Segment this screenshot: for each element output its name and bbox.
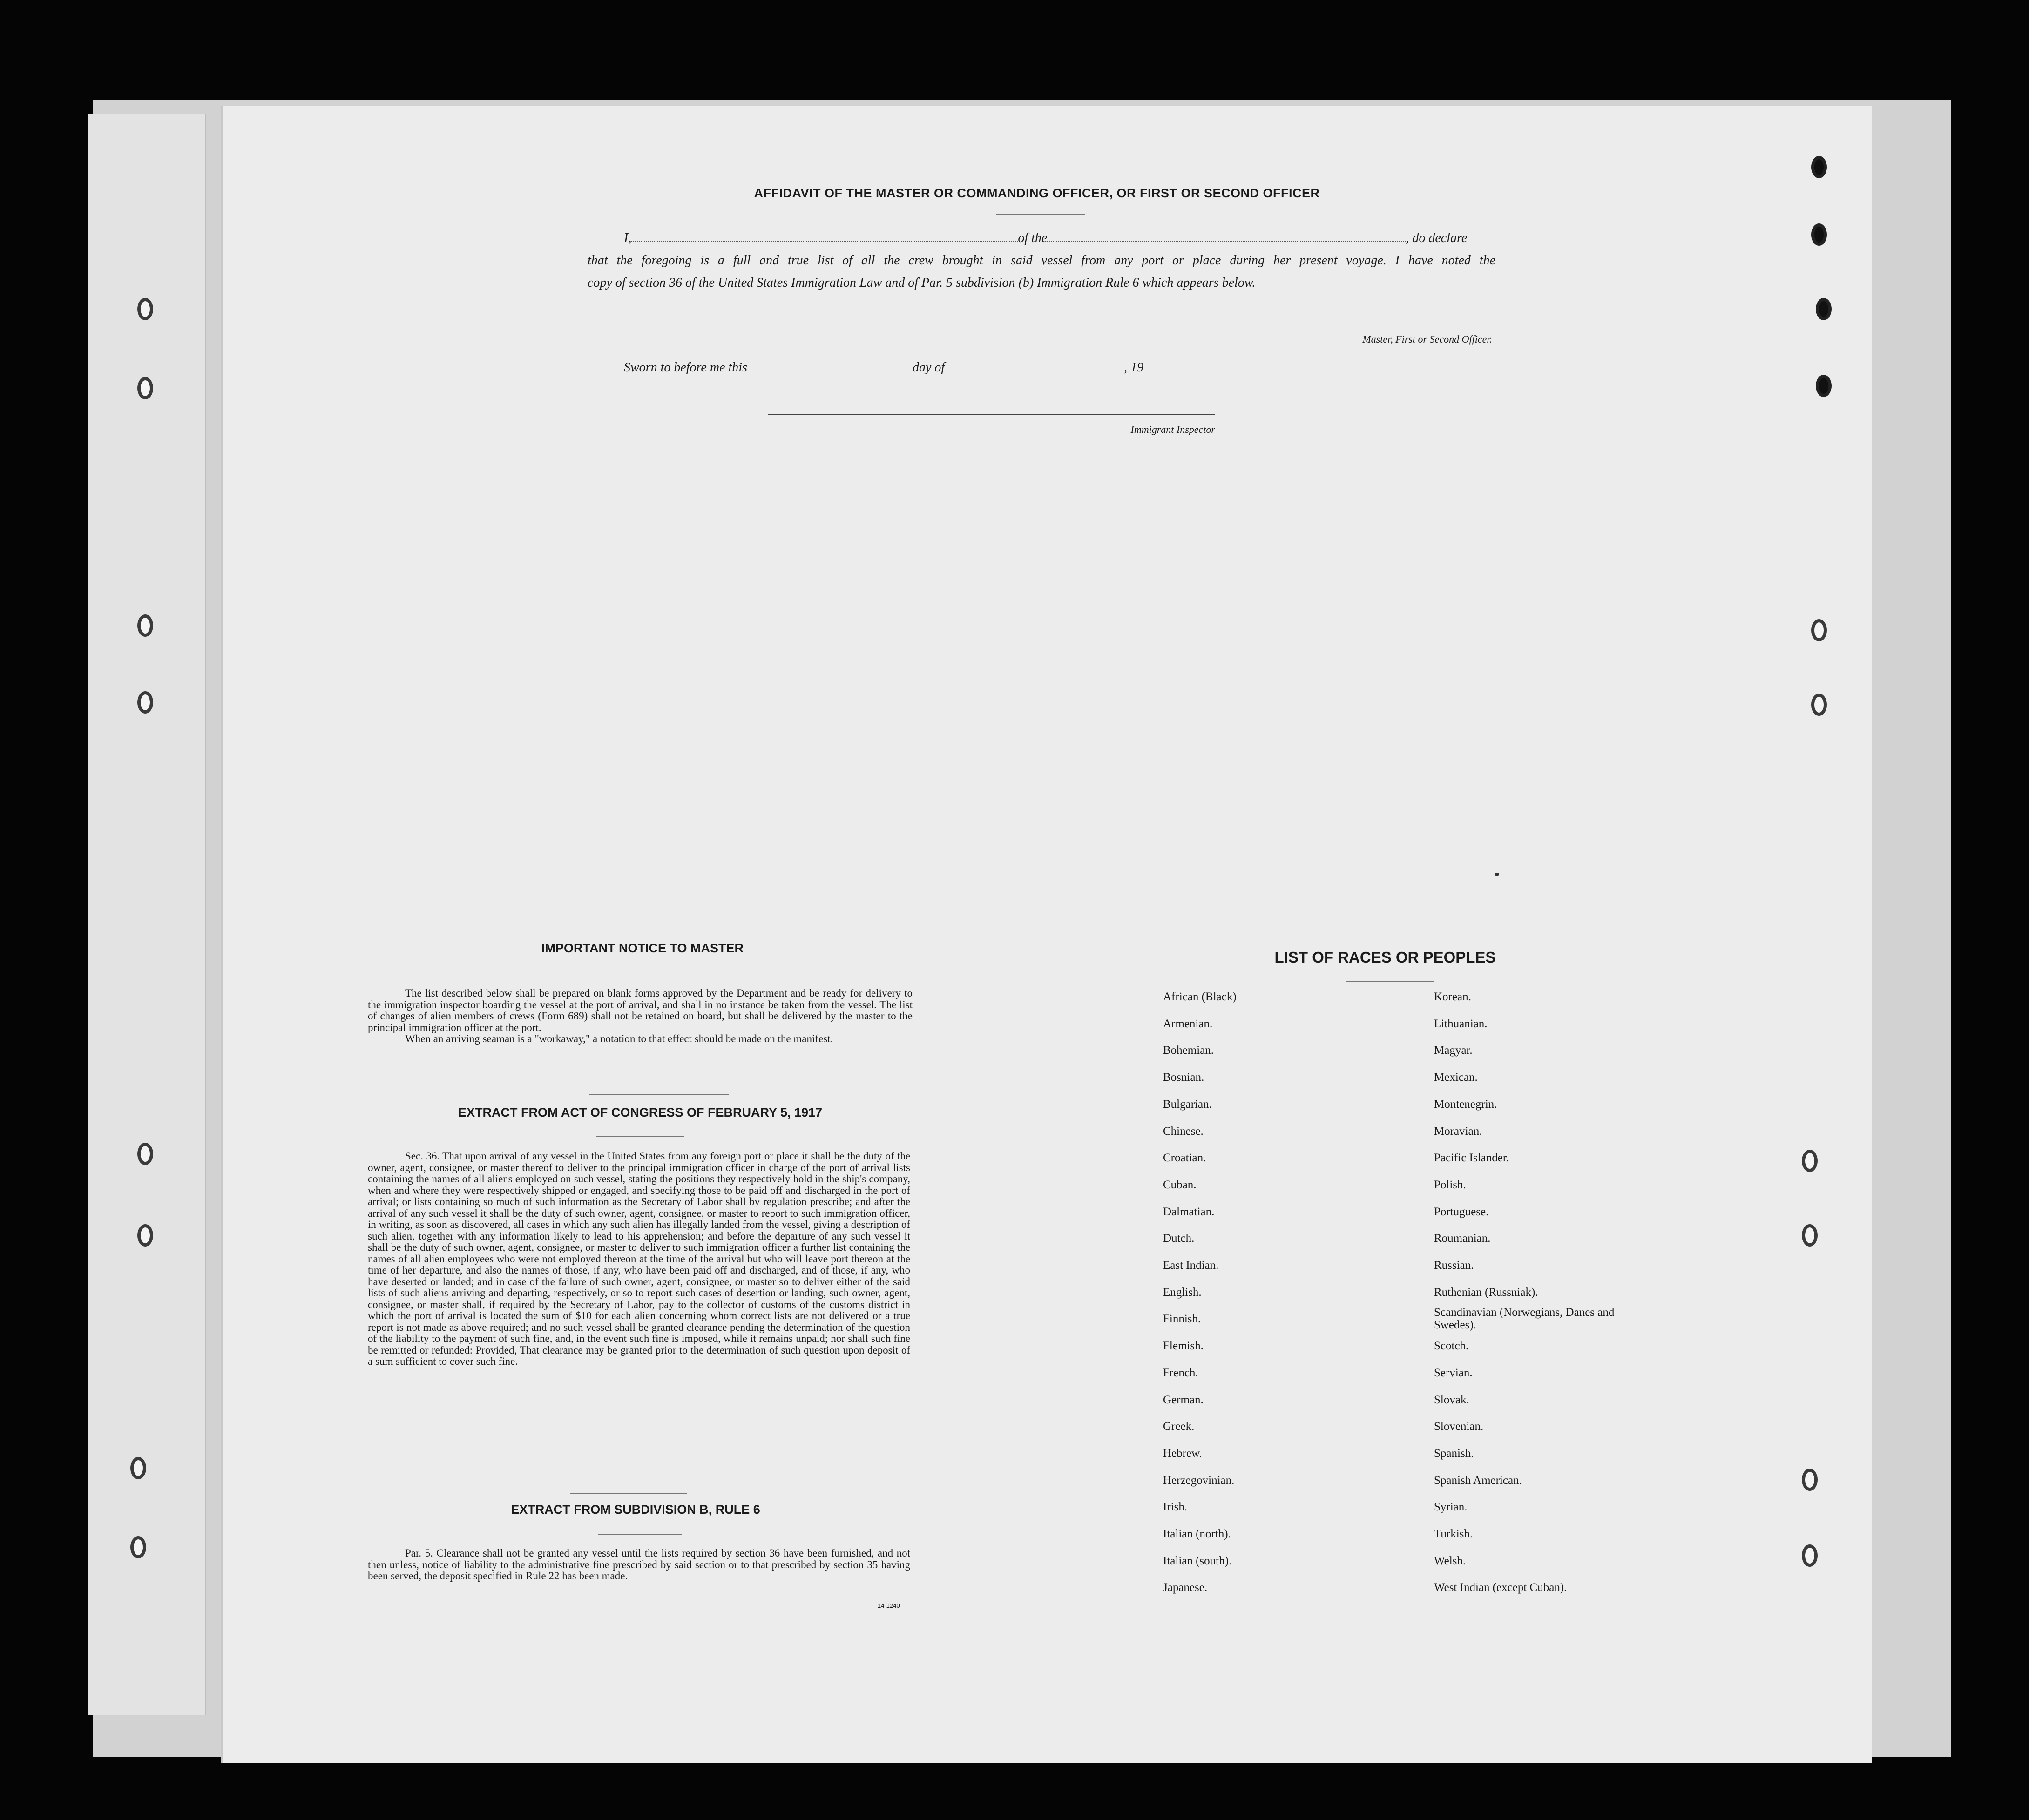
race-item: Bohemian. bbox=[1163, 1044, 1214, 1057]
punch-hole bbox=[1802, 1150, 1818, 1172]
underlying-sheet-edge bbox=[88, 114, 206, 1715]
name-blank[interactable] bbox=[631, 227, 1018, 242]
race-item: Irish. bbox=[1163, 1501, 1188, 1514]
race-item: Roumanian. bbox=[1434, 1232, 1491, 1245]
race-item: Scotch. bbox=[1434, 1340, 1469, 1353]
act-extract-title: EXTRACT FROM ACT OF CONGRESS OF FEBRUARY 5, 1917 bbox=[458, 1105, 823, 1119]
race-item: Italian (north). bbox=[1163, 1528, 1231, 1540]
race-item: Dalmatian. bbox=[1163, 1205, 1215, 1218]
race-item: Croatian. bbox=[1163, 1152, 1206, 1165]
race-item: Montenegrin. bbox=[1434, 1098, 1497, 1111]
punch-hole bbox=[1811, 156, 1827, 178]
race-item: Spanish American. bbox=[1434, 1474, 1522, 1487]
punch-hole bbox=[137, 1143, 153, 1165]
race-item: Turkish. bbox=[1434, 1528, 1473, 1540]
race-item: Armenian. bbox=[1163, 1017, 1213, 1030]
punch-hole bbox=[130, 1457, 146, 1479]
act-extract-text: Sec. 36. That upon arrival of any vessel in the United States from any foreign port or place it shall be the duty of the owner, agent, consignee, or master thereof to deliver to the principal immigration officer in charge of the port of arrival lists containing the names of all aliens employed on such vessel, stating the positions they respectively hold in the ship's company, when and where they were respectively shipped or engaged, and specifying those to be paid off and discharged in the port of arrival; or lists containing so much of such information as the Secretary of Labor shall by regulation prescribe; and after the arrival of any such vessel it shall be the duty of such owner, agent, consignee, or master to report to such immigration officer, in writing, as soon as discovered, all cases in which any such alien has illegally landed from the vessel, giving a description of such alien, together with any information likely to lead to his apprehension; and before the departure of any such vessel it shall be the duty of such owner, agent, consignee, or master to deliver to such immigration officer a further list containing the names of all alien employees who were not employed thereon at the time of the arrival but who will leave port thereon at the time of her departure, and also the names of those, if any, who have been paid off and discharged, and of those, if any, who have deserted or landed; and in case of the failure of such owner, agent, consignee, or master so to deliver either of the said lists of such aliens arriving and departing, respectively, or so to report such cases of desertion or landing, such owner, agent, consignee, or master shall, if required by the Secretary of Labor, pay to the collector of customs of the customs district in which the port of arrival is located the sum of $10 for each alien concerning whom correct lists are not delivered or a true report is not made as above required; and no such vessel shall be granted clearance pending the determination of the question of the liability to the payment of such fine, and, in the event such fine is imposed, while it remains unpaid; nor shall such fine be remitted or refunded: Provided, That clearance may be granted prior to the determination of such question upon deposit of a sum sufficient to cover such fine. bbox=[368, 1150, 910, 1367]
race-item: Pacific Islander. bbox=[1434, 1152, 1509, 1165]
affidavit-title: AFFIDAVIT OF THE MASTER OR COMMANDING OFFICER, OR FIRST OR SECOND OFFICER bbox=[754, 186, 1320, 200]
punch-hole bbox=[1816, 298, 1832, 320]
affidavit-line-2: that the foregoing is a full and true list of all the crew brought in said vessel from any port or place during her present voyage. I have noted the bbox=[588, 253, 1495, 268]
race-item: Spanish. bbox=[1434, 1447, 1474, 1460]
race-item: Russian. bbox=[1434, 1259, 1474, 1272]
master-caption: Master, First or Second Officer. bbox=[1362, 333, 1492, 345]
race-item: Korean. bbox=[1434, 991, 1471, 1003]
race-item: Flemish. bbox=[1163, 1340, 1204, 1353]
race-item: Welsh. bbox=[1434, 1554, 1466, 1567]
inspector-signature-line[interactable] bbox=[768, 414, 1215, 415]
punch-hole bbox=[1811, 694, 1827, 716]
divider bbox=[570, 1493, 687, 1494]
race-item: Scandinavian (Norwegians, Danes and Swedes). bbox=[1434, 1306, 1615, 1332]
divider bbox=[598, 1534, 682, 1535]
race-item: African (Black) bbox=[1163, 991, 1237, 1003]
vessel-blank[interactable] bbox=[1047, 227, 1406, 242]
race-item: Portuguese. bbox=[1434, 1205, 1489, 1218]
race-item: Herzegovinian. bbox=[1163, 1474, 1235, 1487]
race-item: East Indian. bbox=[1163, 1259, 1219, 1272]
sworn-line: Sworn to before me this day of , 19 bbox=[624, 357, 1183, 379]
inspector-caption: Immigrant Inspector bbox=[1130, 424, 1215, 435]
race-item: French. bbox=[1163, 1366, 1198, 1379]
punch-hole bbox=[137, 1224, 153, 1247]
race-item: Mexican. bbox=[1434, 1071, 1478, 1084]
race-item: German. bbox=[1163, 1393, 1204, 1406]
race-item: Hebrew. bbox=[1163, 1447, 1202, 1460]
sworn-month-blank[interactable] bbox=[945, 357, 1124, 371]
punch-hole bbox=[137, 298, 153, 320]
punch-hole bbox=[1802, 1544, 1818, 1567]
punch-hole bbox=[137, 691, 153, 714]
race-item: Cuban. bbox=[1163, 1178, 1197, 1191]
notice-text: The list described below shall be prepared on blank forms approved by the Department and be ready for delivery to the immigration inspector boarding the vessel at the port of arrival, and shall in no instance be taken from the vessel. The list of changes of alien members of crews (Form 689) shall not be retained on board, but shall be delivered by the master to the principal immigration officer at the port. When an arriving seaman is a "workaway," a notation to that effect should be made on the manifest. bbox=[368, 987, 913, 1045]
race-item: Finnish. bbox=[1163, 1313, 1201, 1326]
race-item: Dutch. bbox=[1163, 1232, 1195, 1245]
punch-hole bbox=[1811, 223, 1827, 246]
divider bbox=[1346, 981, 1434, 982]
race-item: Slovenian. bbox=[1434, 1420, 1484, 1433]
race-item: Magyar. bbox=[1434, 1044, 1473, 1057]
race-item: Japanese. bbox=[1163, 1581, 1208, 1594]
punch-hole bbox=[1802, 1469, 1818, 1491]
sworn-day-blank[interactable] bbox=[747, 357, 913, 371]
punch-hole bbox=[130, 1536, 146, 1558]
race-item: Greek. bbox=[1163, 1420, 1195, 1433]
notice-title: IMPORTANT NOTICE TO MASTER bbox=[541, 941, 744, 955]
punch-hole bbox=[1816, 375, 1832, 397]
race-item: Bulgarian. bbox=[1163, 1098, 1212, 1111]
race-item: Bosnian. bbox=[1163, 1071, 1204, 1084]
punch-hole bbox=[1802, 1224, 1818, 1247]
race-item: English. bbox=[1163, 1286, 1202, 1299]
punch-hole bbox=[1811, 619, 1827, 641]
affidavit-line-3: copy of section 36 of the United States Immigration Law and of Par. 5 subdivision (b) Immigration Rule 6 which appears below. bbox=[588, 276, 1256, 290]
race-item: West Indian (except Cuban). bbox=[1434, 1581, 1567, 1594]
rule-extract-title: EXTRACT FROM SUBDIVISION B, RULE 6 bbox=[511, 1503, 760, 1517]
race-item: Moravian. bbox=[1434, 1125, 1482, 1138]
form-code: 14-1240 bbox=[878, 1602, 900, 1609]
race-item: Polish. bbox=[1434, 1178, 1466, 1191]
punch-hole bbox=[137, 614, 153, 637]
punch-hole bbox=[137, 377, 153, 399]
divider bbox=[996, 214, 1085, 215]
race-item: Italian (south). bbox=[1163, 1554, 1232, 1567]
race-item: Ruthenian (Russniak). bbox=[1434, 1286, 1538, 1299]
divider bbox=[596, 1136, 684, 1137]
race-item: Syrian. bbox=[1434, 1501, 1468, 1514]
divider bbox=[589, 1094, 729, 1095]
speck bbox=[1495, 873, 1499, 876]
races-title: LIST OF RACES OR PEOPLES bbox=[1274, 949, 1496, 966]
race-item: Servian. bbox=[1434, 1366, 1473, 1379]
race-item: Lithuanian. bbox=[1434, 1017, 1488, 1030]
race-item: Chinese. bbox=[1163, 1125, 1204, 1138]
affidavit-line-1: I, of the , do declare bbox=[624, 227, 1499, 249]
race-item: Slovak. bbox=[1434, 1393, 1469, 1406]
rule-extract-text: Par. 5. Clearance shall not be granted any vessel until the lists required by section 36 have been furnished, and not then unless, notice of liability to the administrative fine prescribed by said section or to that prescribed by section 35 having been served, the deposit specified in Rule 22 has been made. bbox=[368, 1547, 910, 1582]
